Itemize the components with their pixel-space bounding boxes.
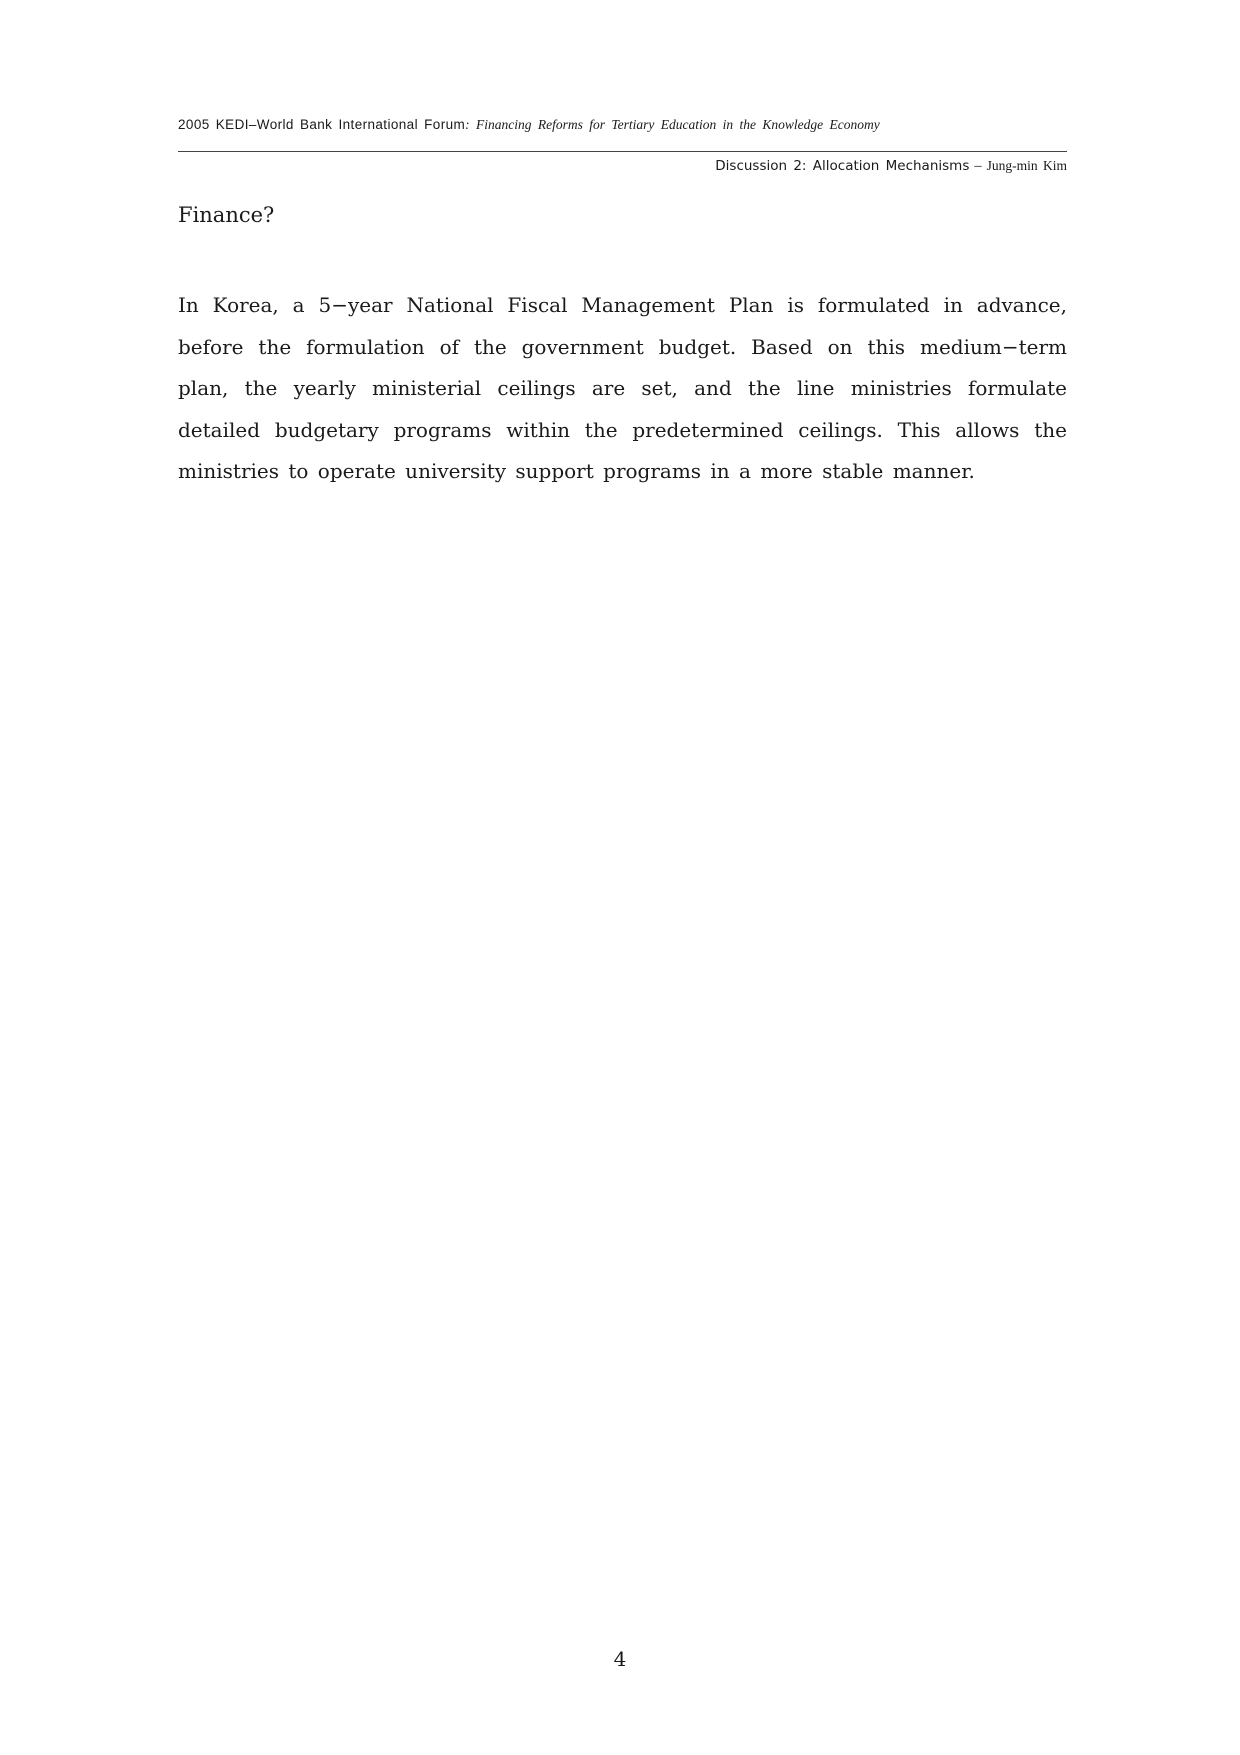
header-divider <box>178 151 1067 152</box>
running-header <box>178 117 1068 133</box>
section-heading: Finance? <box>178 203 275 227</box>
forum-subtitle: : Financing Reforms for Tertiary Education in the Knowledge Economy <box>465 117 880 132</box>
session-title: Discussion 2: Allocation Mechanisms <box>715 158 970 174</box>
header-dash: – <box>974 158 982 174</box>
section-header <box>715 158 1067 175</box>
forum-title: 2005 KEDI–World Bank International Forum <box>178 117 466 132</box>
body-paragraph: In Korea, a 5−year National Fiscal Management Plan is formulated in advance, before the formulation of the government budget. Based on this medium−term plan, the yearly ministerial ceilings are set, and the line ministries formulate detailed budgetary programs within the predetermined ceilings. This allows the ministries to operate university support programs in a more stable manner. <box>178 293 1067 483</box>
page-number: 4 <box>613 1647 627 1671</box>
author-name: Jung-min Kim <box>986 158 1067 173</box>
